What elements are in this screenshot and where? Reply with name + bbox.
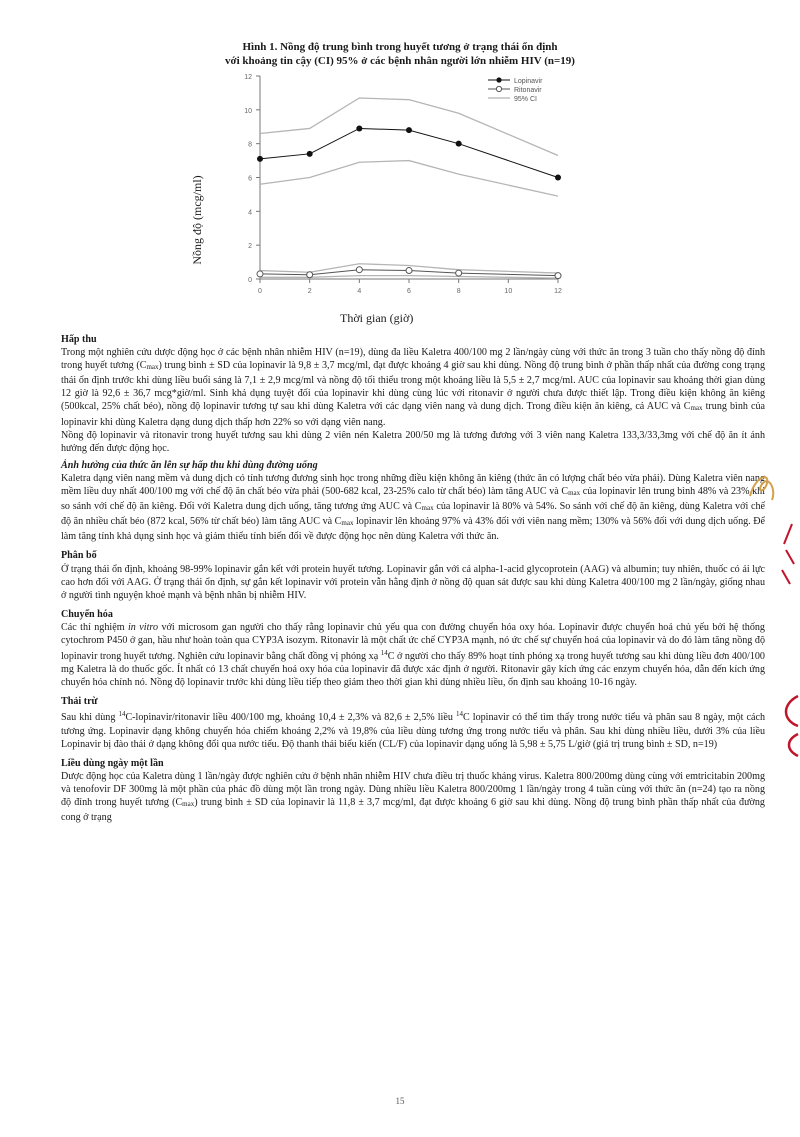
y-axis-label: Nồng độ (mcg/ml): [190, 175, 204, 265]
paragraph-food-effect: Kaletra dạng viên nang mềm và dung dịch có tính tương đương sinh học trong những điều kiện không ăn kiêng (thức ăn có lượng chất béo vừa phải). Dùng Kaletra viên nang mềm liều duy nhất 400/100 mg với chế độ ăn chất béo vừa phải (500-682 kcal, 23-25% calo từ chất béo) làm tăng AUC và Cmax của lopinavir lên trung bình 48% và 23% khi so sánh với chế độ ăn kiêng. Đối với Kaletra dung dịch uống, tăng tương ứng AUC và Cmax của lopinavir là 80% và 54%. So sánh với chế độ ăn kiêng, dùng Kaletra với chế độ ăn nhiều chất béo (872 kcal, 56% từ chất béo) làm tăng AUC và Cmax lopinavir lên khoảng 97% và 43% đối với viên nang mềm; 130% và 56% đối với dung dịch uống. Để làm tăng tính khả dụng sinh học và giảm thiểu tính biến đổi về được động học nên dùng Kaletra với thức ăn.: [61, 472, 766, 543]
paragraph-elimination: Sau khi dùng $^{14}$C-lopinavir/ritonavir liều 400/100 mg, khoảng 10,4 ± 2,3% và 82,6 ± 2,5% liều $^{14}$C lopinavir có thể tìm thấy trong nước tiểu và phân sau 8 ngày, một cách tương ứng. Lopinavir dạng không chuyển hóa chiếm khoảng 2,2% và 19,8% của liều dùng tương ứng trong nước tiểu và phân. Sau khi dùng nhiều liều, dưới 3% của liều Lopinavir bị đào thải ở dạng không đổi qua nước tiểu. Độ thanh thải biểu kiến (CL/F) của lopinavir dạng uống là 5,98 ± 5,75 L/giờ (giá trị trung bình ± SD, n=19): [61, 710, 766, 750]
x-tick-label: 4: [357, 288, 362, 295]
lopinavir-point: [307, 151, 313, 157]
legend-lopinavir-label: Lopinavir: [514, 78, 543, 85]
red-stamp-fragment-2: [776, 690, 800, 760]
lopinavir-point: [406, 127, 412, 133]
document-body: [61, 333, 765, 824]
figure-title-line-1: Hình 1. Nồng độ trung bình trong huyết tương ở trạng thái ổn định: [242, 41, 558, 53]
lopinavir-point: [555, 175, 561, 181]
ritonavir-point: [356, 267, 362, 273]
section-heading-food-effect: Ảnh hưởng của thức ăn lên sự hấp thu khi dùng đường uống: [61, 459, 318, 471]
legend-lopinavir-marker: [496, 77, 501, 82]
y-tick-label: 6: [248, 175, 252, 183]
x-tick-label: 2: [307, 288, 312, 295]
ritonavir-point: [257, 271, 263, 277]
y-tick-label: 2: [248, 243, 252, 251]
paragraph-absorption-1: Trong một nghiên cứu dược động học ở các bệnh nhân nhiễm HIV (n=19), dùng đa liều Kaletra 400/100 mg 2 lần/ngày cùng với thức ăn trong 3 tuần cho thấy nồng độ đỉnh trong huyết tương (Cmax) trung bình ± SD của lopinavir là 9,8 ± 3,7 mcg/ml, đạt được khoảng 4 giờ sau khi dùng. Nồng độ trung bình ở phần thấp nhất của đường cong trạng thái ổn định trước khi dùng liều buổi sáng là 7,1 ± 2,9 mcg/ml và nồng độ tối thiểu trong một khoảng liều là 5,5 ± 2,7 mcg/ml. AUC của lopinavir sau khoảng thời gian dùng 12 giờ là 92,6 ± 36,7 mcg*giờ/ml. Sinh khả dụng tuyệt đối của lopinavir khi dùng cùng lúc với ritonavir ở người chưa được thiết lập. Trong điều kiện không ăn kiêng (500kcal, 25% chất béo), nồng độ lopinavir tương tự sau khi dùng Kaletra với các dạng viên nang và dung dịch. Trong điều kiện ăn kiêng, cả AUC và Cmax trung bình của lopinavir khi dùng Kaletra dạng dung dịch thấp hơn 22% so với dạng viên nang.: [61, 347, 766, 428]
y-tick-label: 10: [244, 107, 252, 115]
section-heading-metabolism: Chuyển hóa: [61, 608, 113, 620]
handwritten-initial-mark: [742, 468, 782, 508]
paragraph-distribution: Ở trạng thái ổn định, khoảng 98-99% lopinavir gắn kết với protein huyết tương. Lopinavir gắn với cả alpha-1-acid glycoprotein (AAG) và albumin; tuy nhiên, thuốc có ái lực cao hơn đối với AAG. Ở trạng thái ổn định, sự gắn kết lopinavir với protein vẫn hằng định ở nồng độ quan sát được sau khi dùng Kaletra 400/100 mg 2 lần/ngày, giống nhau ở người tình nguyện khoẻ mạnh và bệnh nhân bị nhiễm HIV.: [61, 563, 765, 601]
ritonavir-point: [307, 272, 313, 278]
section-heading-once-daily: Liều dùng ngày một lần: [61, 757, 164, 769]
ritonavir-point: [456, 270, 462, 276]
concentration-chart: [200, 66, 590, 306]
paragraph-once-daily: Dược động học của Kaletra dùng 1 lần/ngày được nghiên cứu ở bệnh nhân nhiễm HIV chưa điều trị thuốc kháng virus. Kaletra 800/200mg dùng cùng với emtricitabin 200mg và tenofovir DF 300mg là một phần của phác đồ dùng một lần trong ngày. Dùng nhiều liều Kaletra 800/200mg 1 lần/ngày trong 4 tuần cùng với thức ăn (n=24) tạo ra nồng độ đỉnh trong huyết tương (Cmax) trung bình ± SD của lopinavir là 11,8 ± 3,7 mcg/ml, đạt được khoảng 6 giờ sau khi dùng. Nồng độ trung bình phần thấp nhất của đường cong ở trạng: [61, 770, 765, 824]
y-tick-label: 4: [248, 209, 252, 217]
ci-line-lower: [260, 161, 558, 197]
legend-ritonavir-marker: [496, 86, 501, 91]
page-number: 15: [395, 1096, 405, 1106]
paragraph-metabolism: Các thí nghiệm in vitro với microsom gan người cho thấy rằng lopinavir chủ yếu qua con đường chuyển hóa oxy hóa. Lopinavir được chuyển hoá chủ yếu bởi hệ thống cytochrom P450 ở gan, hầu như hoàn toàn qua CYP3A isozym. Ritonavir là một chất ức chế CYP3A mạnh, nó ức chế sự chuyển hoá của lopinavir và do đó làm tăng nồng độ lopinavir trong huyết tương. Nghiên cứu lopinavir bằng chất đồng vị phóng xạ $^{14}$C ở người cho thấy 89% hoạt tính phóng xạ trong huyết tương sau khi dùng liều đơn 400/100 mg Kaletra là do thuốc gốc. Ít nhất có 13 chất chuyển hoá oxy hóa của lopinavir đã được xác định ở người. Ritonavir gây kích ứng các enzym chuyển hóa, dẫn đến kích ứng chuyển hóa chính nó. Nồng độ lopinavir trước khi dùng liều tiếp theo giảm theo thời gian khi dùng nhiều liều, ổn định sau khoảng 10-16 ngày.: [61, 621, 765, 689]
lopinavir-point: [356, 125, 362, 131]
paragraph-absorption-2: Nồng độ lopinavir và ritonavir trong huyết tương sau khi dùng 2 viên nén Kaletra 200/50 mg là tương đương với 3 viên nang Kaletra 133,3/33,3mg với chế độ ăn ít ảnh hưởng đến được động học.: [61, 429, 765, 454]
ritonavir-point: [406, 268, 412, 274]
y-tick-label: 12: [244, 74, 252, 81]
y-tick-label: 0: [248, 277, 252, 284]
section-heading-elimination: Thải trừ: [61, 696, 98, 708]
legend-ritonavir-label: Ritonavir: [514, 87, 542, 94]
figure-title-line-2: với khoảng tin cậy (CI) 95% ở các bệnh nhân người lớn nhiễm HIV (n=19): [225, 55, 575, 67]
x-tick-label: 10: [504, 288, 513, 295]
red-stamp-fragment-1: [772, 520, 798, 590]
x-axis-label: Thời gian (giờ): [340, 311, 414, 325]
x-tick-label: 12: [554, 288, 562, 295]
ritonavir-point: [555, 273, 561, 279]
x-tick-label: 0: [258, 288, 262, 295]
y-tick-label: 8: [248, 141, 252, 149]
lopinavir-point: [456, 141, 462, 147]
legend-ci-label: 95% CI: [514, 96, 537, 103]
x-tick-label: 6: [407, 288, 411, 295]
ci-line-lower2: [260, 276, 558, 279]
section-heading-absorption: Hấp thu: [61, 334, 97, 345]
lopinavir-point: [257, 156, 263, 162]
x-tick-label: 8: [456, 288, 461, 295]
ci-line-upper: [260, 98, 558, 156]
section-heading-distribution: Phân bố: [61, 550, 97, 562]
